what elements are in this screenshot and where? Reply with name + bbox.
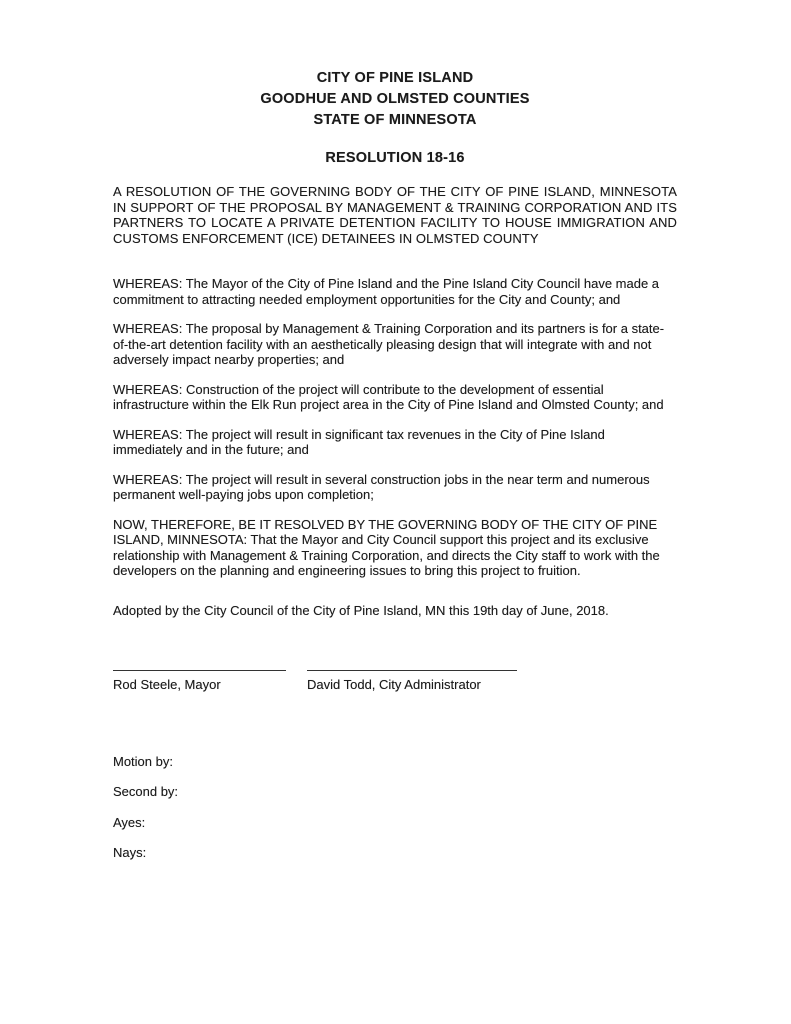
signature-mayor xyxy=(113,670,307,693)
vote-line-motion: Motion by: xyxy=(113,753,173,769)
whereas-clause-4: WHEREAS: The project will result in significant tax revenues in the City of Pine Island immediately and in the future; and xyxy=(113,426,605,457)
header-line-state: STATE OF MINNESOTA xyxy=(313,112,477,128)
header-line-city: CITY OF PINE ISLAND xyxy=(316,70,474,86)
signature-line-administrator xyxy=(307,670,517,671)
vote-record-section xyxy=(113,754,677,861)
whereas-clause-1: WHEREAS: The Mayor of the City of Pine Island and the Pine Island City Council have made a commitment to attracting needed employment opportunities for the City and County; and xyxy=(113,276,660,307)
resolution-preamble: A RESOLUTION OF THE GOVERNING BODY OF THE CITY OF PINE ISLAND, MINNESOTA IN SUPPORT OF THE PROPOSAL BY MANAGEMENT & TRAINING CORPORATION AND ITS PARTNERS TO LOCATE A PRIVATE DETENTION FACILITY TO HOUSE IMMIGRATION AND CUSTOMS ENFORCEMENT (ICE) DETAINEES IN OLMSTED COUNTY xyxy=(113,184,677,246)
adoption-statement: Adopted by the City Council of the City of Pine Island, MN this 19th day of June, 2018. xyxy=(113,602,609,618)
document-header xyxy=(113,68,677,131)
header-line-counties: GOODHUE AND OLMSTED COUNTIES xyxy=(260,91,530,107)
whereas-clause-3: WHEREAS: Construction of the project will contribute to the development of essential infrastructure within the Elk Run project area in the City of Pine Island and Olmsted County; and xyxy=(113,381,664,412)
vote-line-second: Second by: xyxy=(113,784,179,799)
vote-line-ayes: Ayes: xyxy=(113,814,146,830)
signature-line-mayor xyxy=(113,670,286,671)
resolution-number-title: RESOLUTION 18-16 xyxy=(325,150,465,166)
whereas-clause-2: WHEREAS: The proposal by Management & Training Corporation and its partners is for a state-of-the-art detention facility with an aesthetically pleasing design that will integrate with and not adversely impact nearby properties; and xyxy=(113,321,665,367)
signature-label-mayor: Rod Steele, Mayor xyxy=(113,677,221,692)
whereas-clause-5: WHEREAS: The project will result in several construction jobs in the near term and numerous permanent well-paying jobs upon completion; xyxy=(113,471,650,502)
signature-block xyxy=(113,670,677,693)
signature-label-administrator: David Todd, City Administrator xyxy=(307,677,481,692)
vote-line-nays: Nays: xyxy=(113,845,147,860)
resolved-clause: NOW, THEREFORE, BE IT RESOLVED BY THE GOVERNING BODY OF THE CITY OF PINE ISLAND, MINNESOTA: That the Mayor and City Council support this project and its exclusive relationship with Management & Training Corporation, and directs the City staff to work with the developers on the planning and engineering issues to bring this project to fruition. xyxy=(113,516,660,578)
signature-administrator xyxy=(307,670,567,693)
